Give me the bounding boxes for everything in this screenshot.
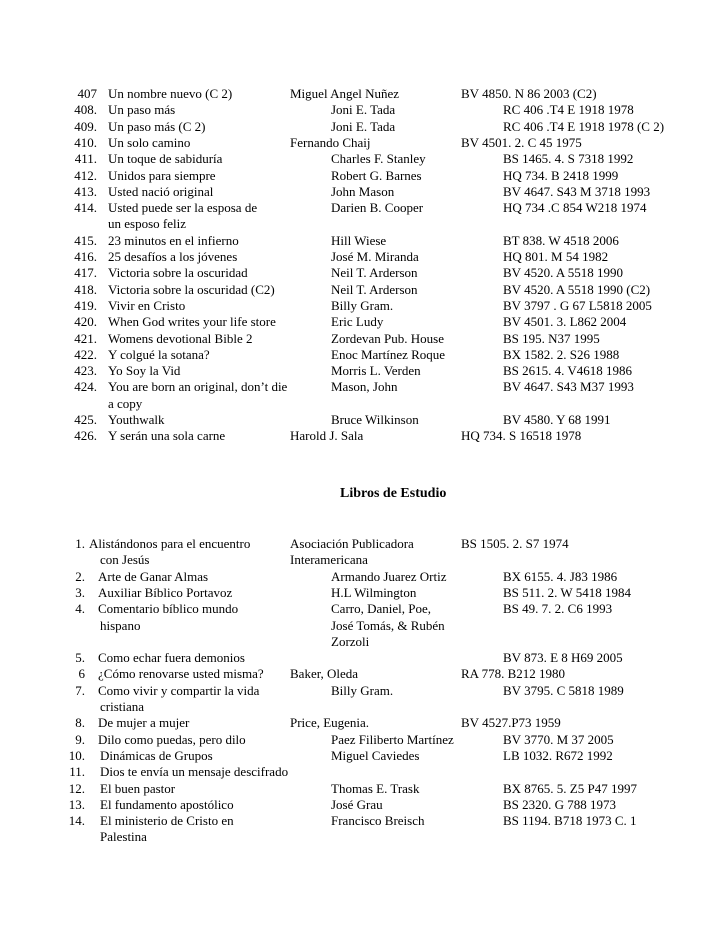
item-author-continued: Interamericana	[290, 552, 368, 568]
item-call-number: RA 778. B212 1980	[461, 666, 566, 682]
item-title: Usted nació original	[108, 183, 214, 199]
item-call-number: BS 49. 7. 2. C6 1993	[503, 601, 613, 617]
item-title: Dinámicas de Grupos	[100, 747, 213, 763]
item-title: Victoria sobre la oscuridad (C2)	[108, 281, 275, 297]
item-number: 424.	[74, 379, 97, 395]
item-number: 417.	[74, 265, 97, 281]
item-number: 410.	[74, 134, 97, 150]
item-call-number: HQ 734 .C 854 W218 1974	[503, 200, 647, 216]
item-number: 426.	[74, 428, 97, 444]
item-number: 423.	[74, 363, 97, 379]
item-author: Robert G. Barnes	[331, 167, 422, 183]
item-call-number: BV 4501. 3. L862 2004	[503, 314, 627, 330]
item-call-number: HQ 734. B 2418 1999	[503, 167, 619, 183]
item-title: Dios te envía un mensaje descifrado	[100, 764, 289, 780]
item-title-continued: Palestina	[100, 829, 147, 845]
item-number: 12.	[68, 780, 85, 796]
item-number: 3.	[75, 584, 85, 600]
item-author: Mason, John	[331, 379, 398, 395]
item-author: Baker, Oleda	[290, 666, 359, 682]
item-author-continued: José Tomás, & Rubén	[331, 617, 445, 633]
item-call-number: RC 406 .T4 E 1918 1978	[503, 102, 634, 118]
item-call-number: BS 1194. B718 1973 C. 1	[503, 813, 637, 829]
item-title: Womens devotional Bible 2	[108, 330, 253, 346]
item-author: Paez Filiberto Martínez	[331, 731, 454, 747]
item-call-number: BV 3797 . G 67 L5818 2005	[503, 297, 652, 313]
item-call-number: BV 4647. S43 M 3718 1993	[503, 183, 651, 199]
item-call-number: BX 6155. 4. J83 1986	[503, 568, 618, 584]
item-title: Dilo como puedas, pero dilo	[98, 731, 246, 747]
item-title: 25 desafíos a los jóvenes	[108, 249, 238, 264]
item-call-number: BV 4850. N 86 2003 (C2)	[461, 86, 597, 101]
item-number: 408.	[74, 102, 97, 118]
item-author: Morris L. Verden	[331, 363, 421, 379]
item-author: Joni E. Tada	[331, 102, 396, 118]
item-call-number: BX 8765. 5. Z5 P47 1997	[503, 780, 637, 796]
item-call-number: BV 4501. 2. C 45 1975	[461, 134, 582, 150]
item-title: Un paso más	[108, 102, 176, 118]
item-number: 425.	[74, 412, 97, 427]
item-number: 412.	[74, 167, 97, 183]
item-title: Victoria sobre la oscuridad	[108, 265, 248, 281]
item-number: 4.	[75, 601, 85, 617]
item-author: Eric Ludy	[331, 314, 384, 330]
item-author: Carro, Daniel, Poe,	[331, 601, 432, 617]
item-number: 2.	[75, 568, 85, 584]
item-call-number: BS 2320. G 788 1973	[503, 796, 617, 812]
item-author: Zordevan Pub. House	[331, 330, 445, 346]
item-number: 420.	[74, 314, 97, 330]
item-number: 422.	[74, 346, 97, 362]
item-author: Neil T. Arderson	[331, 281, 418, 297]
item-call-number: BV 3770. M 37 2005	[503, 731, 614, 747]
item-author: Price, Eugenia.	[290, 715, 370, 731]
item-title: Vivir en Cristo	[108, 297, 186, 313]
item-author: Francisco Breisch	[331, 813, 425, 829]
item-title: Unidos para siempre	[108, 167, 216, 183]
item-title: When God writes your life store	[108, 314, 276, 330]
item-number: 409.	[74, 118, 97, 134]
item-author: Neil T. Arderson	[331, 265, 418, 281]
item-call-number: BV 4580. Y 68 1991	[503, 412, 611, 427]
item-title: Alistándonos para el encuentro	[89, 536, 251, 551]
item-number: 413.	[74, 183, 97, 199]
item-number: 14.	[68, 813, 85, 829]
item-title: You are born an original, don’t die	[108, 379, 288, 395]
item-author: Darien B. Cooper	[331, 200, 424, 216]
item-number: 11.	[69, 764, 85, 780]
item-title: Usted puede ser la esposa de	[108, 200, 258, 216]
item-author: Hill Wiese	[331, 232, 387, 248]
item-call-number: BV 4527.P73 1959	[461, 715, 561, 731]
item-title-continued: cristiana	[100, 699, 145, 714]
item-author: Asociación Publicadora	[290, 536, 414, 551]
item-author: Harold J. Sala	[290, 428, 364, 444]
item-title: De mujer a mujer	[98, 715, 190, 731]
item-author: Enoc Martínez Roque	[331, 346, 446, 362]
item-title-continued: un esposo feliz	[108, 216, 186, 232]
item-call-number: BX 1582. 2. S26 1988	[503, 346, 620, 362]
item-author: Miguel Angel Nuñez	[290, 86, 400, 101]
item-title-continued: hispano	[100, 617, 141, 633]
item-title: Como echar fuera demonios	[98, 650, 245, 666]
item-title: Un nombre nuevo (C 2)	[108, 86, 233, 101]
item-number: 13.	[68, 796, 85, 812]
item-number: 5.	[75, 650, 85, 666]
item-author: José Grau	[331, 796, 383, 812]
section-title: Libros de Estudio	[340, 486, 447, 501]
item-number: 416.	[74, 249, 97, 264]
item-title: ¿Cómo renovarse usted misma?	[98, 666, 264, 682]
item-number: 421.	[74, 330, 97, 346]
item-title: Comentario bíblico mundo	[98, 601, 239, 617]
item-title: Yo Soy la Vid	[108, 363, 181, 379]
item-title-continued: a copy	[108, 395, 143, 411]
item-call-number: BS 511. 2. W 5418 1984	[503, 584, 631, 600]
item-author: Bruce Wilkinson	[331, 412, 419, 427]
item-number: 415.	[74, 232, 97, 248]
item-title: El ministerio de Cristo en	[100, 813, 234, 829]
item-author: Billy Gram.	[331, 682, 394, 698]
item-call-number: BS 195. N37 1995	[503, 330, 600, 346]
item-number: 414.	[74, 200, 97, 216]
item-call-number: BV 4520. A 5518 1990	[503, 265, 624, 281]
item-call-number: BV 4520. A 5518 1990 (C2)	[503, 281, 651, 297]
item-title: Y colgué la sotana?	[108, 346, 210, 362]
item-author: H.L Wilmington	[331, 584, 417, 600]
item-number: 411.	[74, 151, 97, 167]
item-author-continued: Zorzoli	[331, 633, 370, 649]
item-call-number: BT 838. W 4518 2006	[503, 232, 619, 248]
item-call-number: BV 4647. S43 M37 1993	[503, 379, 634, 395]
item-title: Auxiliar Bíblico Portavoz	[98, 584, 233, 600]
item-title: Un paso más (C 2)	[108, 118, 206, 134]
item-number: 9.	[75, 731, 85, 747]
item-call-number: BS 1465. 4. S 7318 1992	[503, 151, 634, 167]
item-call-number: RC 406 .T4 E 1918 1978 (C 2)	[503, 118, 665, 134]
item-number: 8.	[75, 715, 85, 731]
item-author: Billy Gram.	[331, 297, 394, 313]
item-title: Arte de Ganar Almas	[98, 568, 209, 584]
item-number: 7.	[75, 682, 85, 698]
item-title-continued: con Jesús	[100, 552, 150, 568]
item-number: 1.	[75, 536, 85, 551]
item-call-number: BV 3795. C 5818 1989	[503, 682, 624, 698]
item-call-number: BV 873. E 8 H69 2005	[503, 650, 623, 666]
item-author: Armando Juarez Ortiz	[331, 568, 447, 584]
item-author: José M. Miranda	[331, 249, 419, 264]
item-number: 10.	[68, 747, 85, 763]
item-author: Charles F. Stanley	[331, 151, 426, 167]
item-call-number: LB 1032. R672 1992	[503, 747, 613, 763]
item-title: El buen pastor	[100, 780, 176, 796]
item-title: Youthwalk	[108, 412, 165, 427]
item-call-number: BS 2615. 4. V4618 1986	[503, 363, 633, 379]
item-author: Fernando Chaij	[290, 134, 371, 150]
item-number: 6	[78, 666, 85, 682]
item-number: 407	[77, 86, 97, 101]
item-number: 419.	[74, 297, 97, 313]
item-call-number: BS 1505. 2. S7 1974	[461, 536, 569, 551]
item-title: Un solo camino	[108, 134, 191, 150]
item-call-number: HQ 734. S 16518 1978	[461, 428, 582, 444]
item-author: Joni E. Tada	[331, 118, 396, 134]
item-number: 418.	[74, 281, 97, 297]
item-author: John Mason	[331, 183, 395, 199]
item-title: El fundamento apostólico	[100, 796, 234, 812]
item-title: Como vivir y compartir la vida	[98, 682, 260, 698]
item-author: Miguel Caviedes	[331, 747, 420, 763]
item-title: Y serán una sola carne	[108, 428, 226, 444]
item-call-number: HQ 801. M 54 1982	[503, 249, 609, 264]
item-author: Thomas E. Trask	[331, 780, 420, 796]
item-title: 23 minutos en el infierno	[108, 232, 239, 248]
item-title: Un toque de sabiduría	[108, 151, 223, 167]
